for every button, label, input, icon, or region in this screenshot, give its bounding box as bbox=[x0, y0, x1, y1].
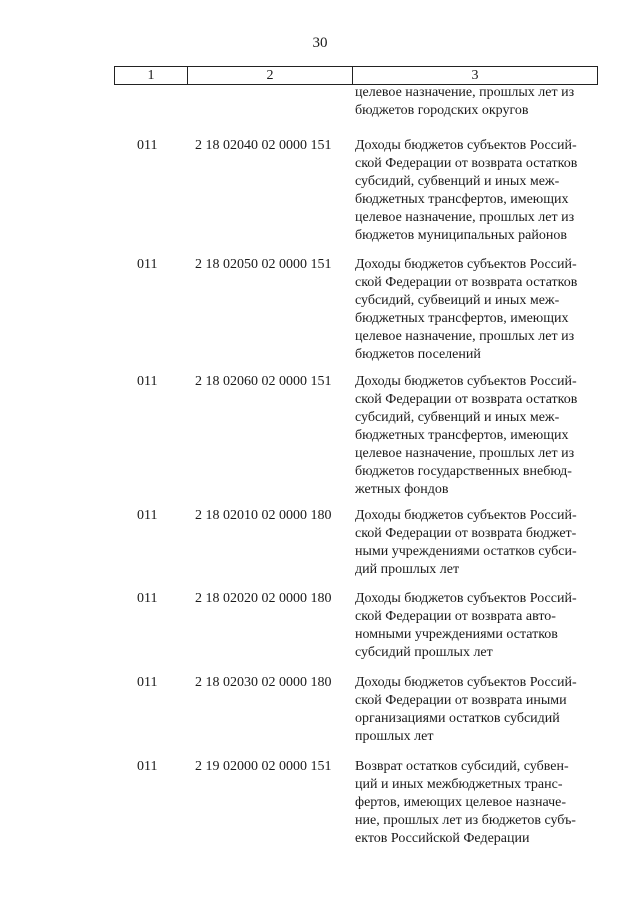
admin-code: 011 bbox=[137, 591, 158, 606]
admin-code: 011 bbox=[137, 675, 158, 690]
column-header-1: 1 bbox=[115, 67, 188, 85]
admin-code: 011 bbox=[137, 508, 158, 523]
budget-classification-code: 2 18 02020 02 0000 180 bbox=[195, 591, 332, 606]
budget-classification-code: 2 18 02060 02 0000 151 bbox=[195, 374, 332, 389]
budget-classification-code: 2 18 02050 02 0000 151 bbox=[195, 257, 332, 272]
admin-code: 011 bbox=[137, 138, 158, 153]
revenue-description: Доходы бюджетов субъектов Россий- ской Федерации от возврата иными организациями остатков субсидий прошлых лет bbox=[355, 675, 577, 744]
admin-code: 011 bbox=[137, 257, 158, 272]
revenue-description: Доходы бюджетов субъектов Россий- ской Федерации от возврата бюджет- ными учреждениями остатков субси- дий прошлых лет bbox=[355, 508, 577, 577]
budget-classification-code: 2 18 02030 02 0000 180 bbox=[195, 675, 332, 690]
column-header-2: 2 bbox=[188, 67, 353, 85]
page-number: 30 bbox=[312, 35, 328, 51]
continuation-description: целевое назначение, прошлых лет из бюджетов городских округов bbox=[355, 85, 575, 118]
column-header-row bbox=[115, 67, 598, 85]
revenue-description: Доходы бюджетов субъектов Россий- ской Федерации от возврата остатков субсидий, субвеиций и иных меж- бюджетных трансфертов, имеющих целевое назначение, прошлых лет из бюджетов поселений bbox=[355, 257, 578, 362]
budget-classification-code: 2 18 02040 02 0000 151 bbox=[195, 138, 332, 153]
revenue-description: Доходы бюджетов субъектов Россий- ской Федерации от возврата остатков субсидий, субвенций и иных меж- бюджетных трансфертов, имеющих целевое назначение, прошлых лет из бюджетов государственных внебюд- жетных фондов bbox=[355, 374, 578, 497]
revenue-description: Доходы бюджетов субъектов Россий- ской Федерации от возврата авто- номными учреждениями остатков субсидий прошлых лет bbox=[355, 591, 577, 660]
revenue-description: Возврат остатков субсидий, субвен- ций и иных межбюджетных транс- фертов, имеющих целевое назначе- ние, прошлых лет из бюджетов субъ- ектов Российской Федерации bbox=[355, 759, 576, 846]
column-header-3: 3 bbox=[353, 67, 598, 85]
budget-classification-code: 2 19 02000 02 0000 151 bbox=[195, 759, 332, 774]
admin-code: 011 bbox=[137, 759, 158, 774]
revenue-description: Доходы бюджетов субъектов Россий- ской Федерации от возврата остатков субсидий, субвенций и иных меж- бюджетных трансфертов, имеющих целевое назначение, прошлых лет из бюджетов муниципальных районов bbox=[355, 138, 578, 243]
column-header-table bbox=[114, 66, 598, 85]
admin-code: 011 bbox=[137, 374, 158, 389]
budget-classification-code: 2 18 02010 02 0000 180 bbox=[195, 508, 332, 523]
